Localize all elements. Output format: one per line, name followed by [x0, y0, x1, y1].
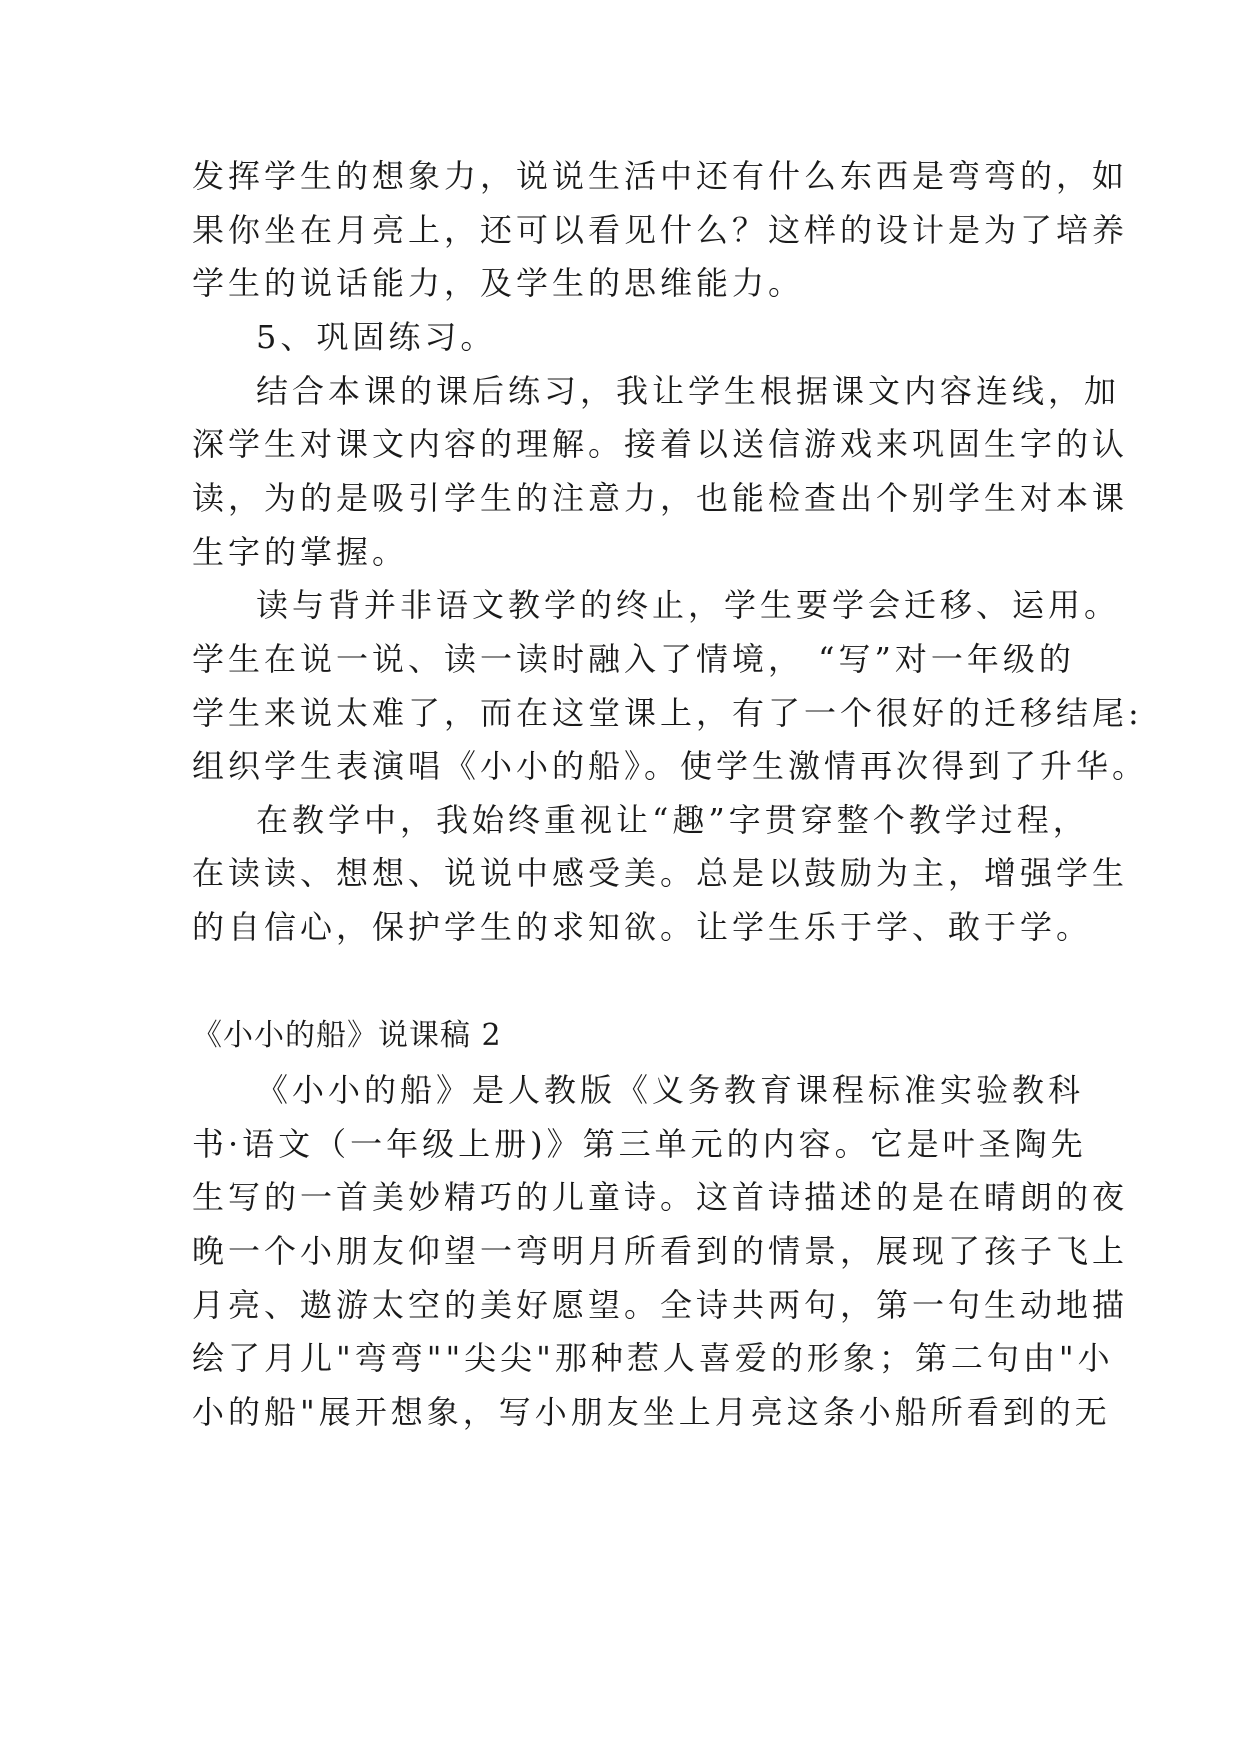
paragraph-line: 绘了月儿"弯弯""尖尖"那种惹人喜爱的形象；第二句由"小 [192, 1339, 1114, 1377]
paragraph-line: 在读读、想想、说说中感受美。总是以鼓励为主，增强学生 [192, 854, 1129, 892]
paragraph-line: 读与背并非语文教学的终止，学生要学会迁移、运用。 [256, 586, 1121, 624]
paragraph-line: 在教学中，我始终重视让“趣”字贯穿整个教学过程， [256, 801, 1089, 839]
paragraph-line: 发挥学生的想象力，说说生活中还有什么东西是弯弯的，如 [192, 157, 1129, 195]
paragraph-line: 深学生对课文内容的理解。接着以送信游戏来巩固生字的认 [192, 425, 1129, 463]
paragraph-line: 小的船"展开想象，写小朋友坐上月亮这条小船所看到的无 [192, 1393, 1111, 1431]
paragraph-line: 读，为的是吸引学生的注意力，也能检查出个别学生对本课 [192, 479, 1129, 517]
paragraph-line: 的自信心，保护学生的求知欲。让学生乐于学、敢于学。 [192, 908, 1093, 946]
paragraph-line: 5、巩固练习。 [256, 318, 497, 356]
paragraph-line: 书·语文（一年级上册)》第三单元的内容。它是叶圣陶先 [192, 1125, 1087, 1163]
paragraph-line: 月亮、遨游太空的美好愿望。全诗共两句，第一句生动地描 [192, 1286, 1129, 1324]
paragraph-line: 学生来说太难了，而在这堂课上，有了一个很好的迁移结尾: [192, 694, 1143, 732]
paragraph-line: 晚一个小朋友仰望一弯明月所看到的情景，展现了孩子飞上 [192, 1232, 1129, 1270]
paragraph-line: 生字的掌握。 [192, 533, 409, 571]
section-heading: 《小小的船》说课稿 2 [192, 1018, 502, 1053]
paragraph-line: 结合本课的课后练习，我让学生根据课文内容连线，加 [256, 372, 1121, 410]
paragraph-line: 组织学生表演唱《小小的船》。使学生激情再次得到了升华。 [192, 747, 1149, 785]
paragraph-line: 学生在说一说、读一读时融入了情境， “写”对一年级的 [192, 640, 1075, 678]
paragraph-line: 学生的说话能力，及学生的思维能力。 [192, 264, 805, 302]
paragraph-line: 《小小的船》是人教版《义务教育课程标准实验教科 [256, 1071, 1085, 1109]
paragraph-line: 果你坐在月亮上，还可以看见什么？这样的设计是为了培养 [192, 211, 1129, 249]
paragraph-line: 生写的一首美妙精巧的儿童诗。这首诗描述的是在晴朗的夜 [192, 1178, 1129, 1216]
